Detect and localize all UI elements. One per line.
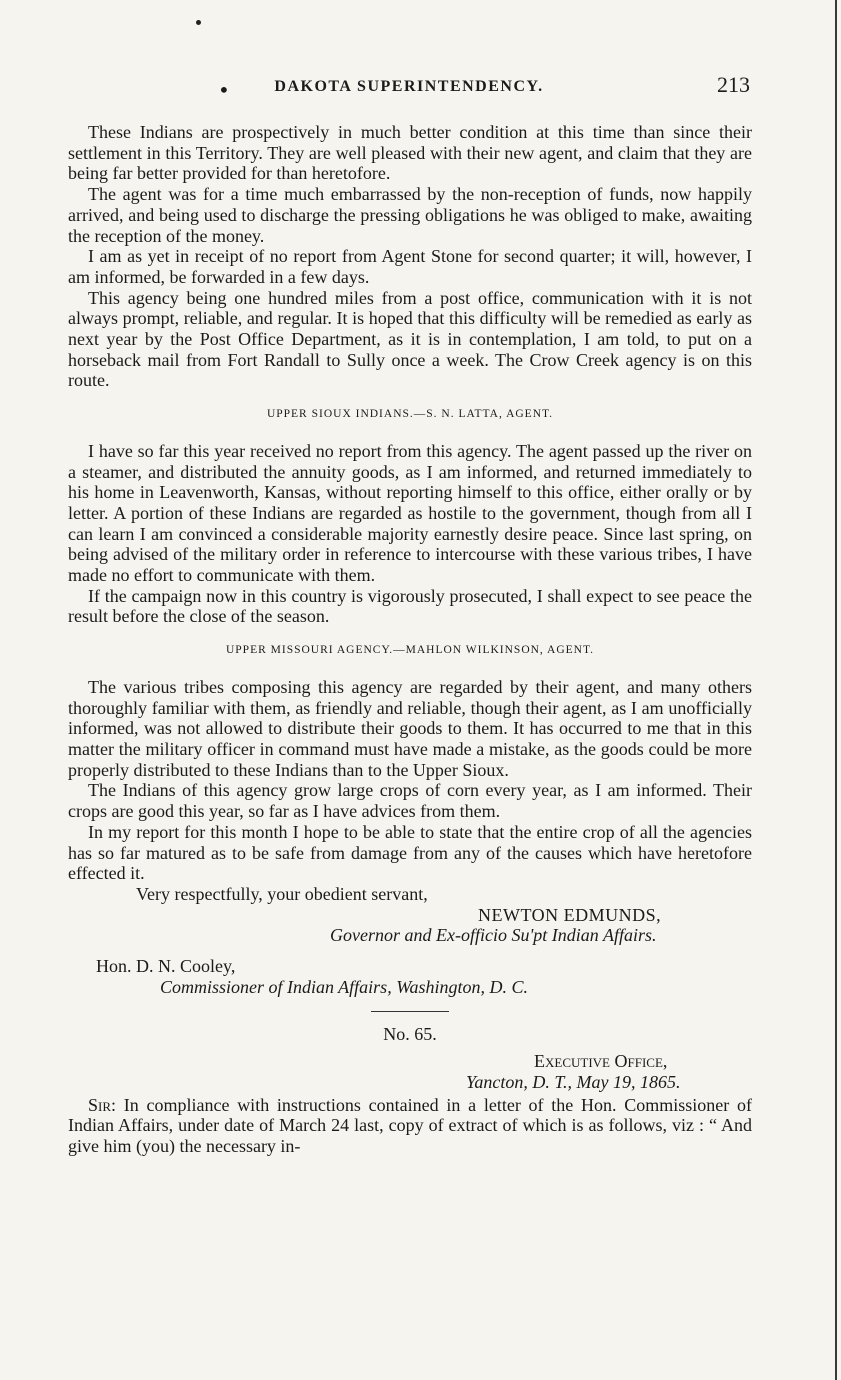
office-name: Executive Office,: [534, 1051, 668, 1072]
paragraph: The Indians of this agency grow large crops of corn every year, as I am informed. Their crops are good this year, so far as I have advices from them.: [68, 780, 752, 822]
signer-title: Governor and Ex-officio Su'pt Indian Affairs.: [330, 925, 657, 946]
ink-speck: [196, 20, 201, 25]
office-location-date: Yancton, D. T., May 19, 1865.: [466, 1071, 681, 1092]
paragraph: The various tribes composing this agency are regarded by their agent, and many others thoroughly familiar with them, as friendly and reliable, though their agent, as I am unofficially informed, was not allowed to distribute their goods to them. It has occurred to me that in this matter the military officer in command must have made a mistake, as the goods could be more properly distributed to these Indians than to the Upper Sioux.: [68, 676, 752, 780]
page-header: [68, 72, 750, 106]
paragraph: These Indians are prospectively in much better condition at this time than since their settlement in this Territory. They are well pleased with their new agent, and claim that they are being far better provided for than heretofore.: [68, 122, 752, 184]
closing-salutation: Very respectfully, your obedient servant,: [136, 883, 428, 904]
header-dot: •: [218, 78, 230, 102]
divider-rule: [371, 1011, 449, 1012]
letter-opening-text: : In compliance with instructions contained in a letter of the Hon. Commissioner of Indian Affairs, under date of March 24 last, copy of extract of which is as follows, viz : “ And give him (you) the necessary in-: [68, 1094, 752, 1156]
document-number: No. 65.: [383, 1024, 437, 1045]
paragraph: If the campaign now in this country is vigorously prosecuted, I shall expect to see peace the result before the close of the season.: [68, 585, 752, 627]
page-number: 213: [717, 72, 750, 97]
section-heading: UPPER MISSOURI AGENCY.—MAHLON WILKINSON, AGENT.: [225, 644, 595, 657]
paragraph: In my report for this month I hope to be able to state that the entire crop of all the agencies has so far matured as to be safe from damage from any of the causes which have heretofore effected it.: [68, 821, 752, 884]
paragraph: This agency being one hundred miles from a post office, communication with it is not always prompt, reliable, and regular. It is hoped that this difficulty will be remedied as early as next year by the Post Office Department, as it is in contemplation, I am told, to put on a horseback mail from Fort Randall to Sully once a week. The Crow Creek agency is on this route.: [68, 287, 752, 391]
signer-name: NEWTON EDMUNDS,: [478, 904, 662, 925]
running-head: DAKOTA SUPERINTENDENCY.: [274, 78, 544, 95]
letter-opening: [68, 1095, 752, 1157]
letter-salutation: Sir: [88, 1094, 112, 1115]
section-heading: UPPER SIOUX INDIANS.—S. N. LATTA, AGENT.: [266, 408, 554, 421]
addressee-name: Hon. D. N. Cooley,: [96, 956, 236, 977]
paragraph: I have so far this year received no report from this agency. The agent passed up the river on a steamer, and distributed the annuity goods, as I am informed, and returned immediately to his home in Leavenworth, Kansas, without reporting himself to this office, either orally or by letter. A portion of these Indians are regarded as hostile to the government, though from all I can learn I am convinced a considerable majority earnestly desire peace. Since last spring, on being advised of the military order in reference to intercourse with these various tribes, I have made no effort to communicate with them.: [68, 440, 752, 586]
paragraph: The agent was for a time much embarrassed by the non-reception of funds, now happily arrived, and being used to discharge the pressing obligations he was obliged to make, awaiting the reception of the money.: [68, 184, 752, 246]
paragraph: I am as yet in receipt of no report from Agent Stone for second quarter; it will, however, I am informed, be forwarded in a few days.: [68, 246, 752, 287]
addressee-title: Commissioner of Indian Affairs, Washington, D. C.: [160, 976, 529, 997]
page-edge: [835, 0, 837, 1380]
body-text: [68, 122, 752, 1157]
